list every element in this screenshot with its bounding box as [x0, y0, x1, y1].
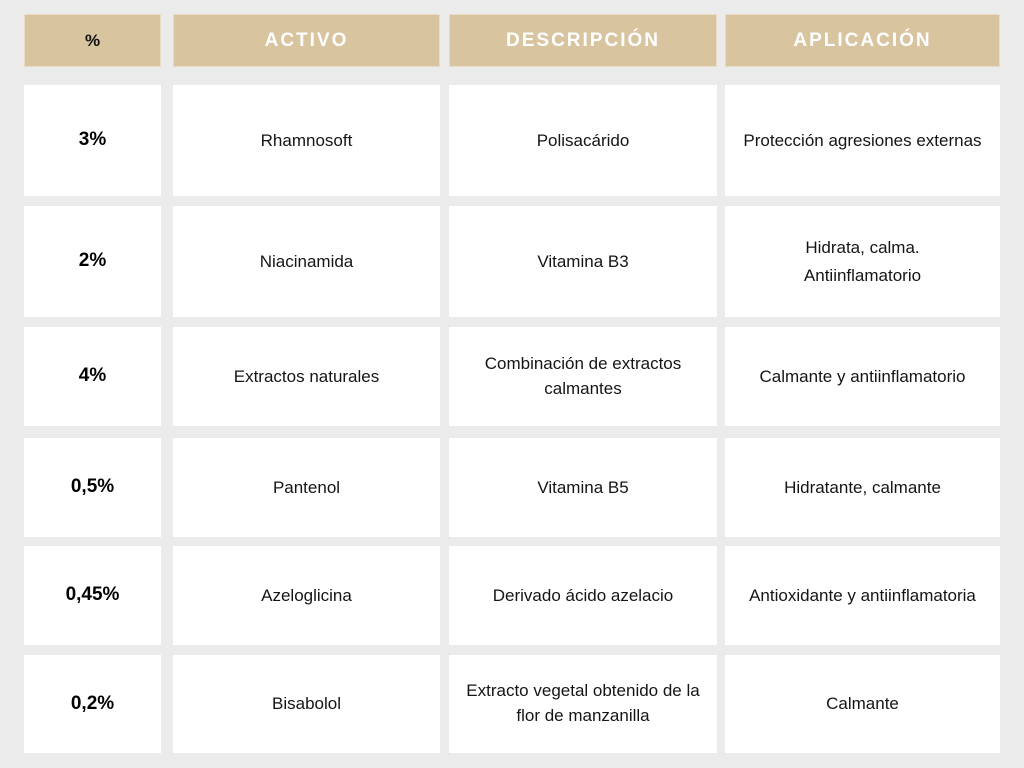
cell-activo: Bisabolol [173, 655, 440, 753]
cell-aplicacion: Antioxidante y antiinflamatoria [725, 546, 1000, 645]
cell-percent: 0,5% [24, 438, 161, 537]
header-aplicacion: APLICACIÓN [725, 14, 1000, 67]
cell-percent: 0,45% [24, 546, 161, 645]
header-activo: ACTIVO [173, 14, 440, 67]
cell-percent: 3% [24, 85, 161, 196]
cell-activo: Niacinamida [173, 206, 440, 317]
cell-percent: 2% [24, 206, 161, 317]
header-descripcion: DESCRIPCIÓN [449, 14, 717, 67]
cell-aplicacion: Calmante [725, 655, 1000, 753]
cell-activo: Rhamnosoft [173, 85, 440, 196]
cell-descripcion: Combinación de extractos calmantes [449, 327, 717, 426]
cell-aplicacion: Hidrata, calma. Antiinflamatorio [725, 206, 1000, 317]
cell-percent: 0,2% [24, 655, 161, 753]
cell-descripcion: Vitamina B3 [449, 206, 717, 317]
cell-descripcion: Extracto vegetal obtenido de la flor de manzanilla [449, 655, 717, 753]
cell-descripcion: Vitamina B5 [449, 438, 717, 537]
cell-activo: Extractos naturales [173, 327, 440, 426]
header-percent: % [24, 14, 161, 67]
cell-percent: 4% [24, 327, 161, 426]
cell-activo: Pantenol [173, 438, 440, 537]
cell-descripcion: Derivado ácido azelacio [449, 546, 717, 645]
cell-descripcion: Polisacárido [449, 85, 717, 196]
cell-aplicacion: Calmante y antiinflamatorio [725, 327, 1000, 426]
cell-activo: Azeloglicina [173, 546, 440, 645]
cell-aplicacion: Protección agresiones externas [725, 85, 1000, 196]
cell-aplicacion: Hidratante, calmante [725, 438, 1000, 537]
